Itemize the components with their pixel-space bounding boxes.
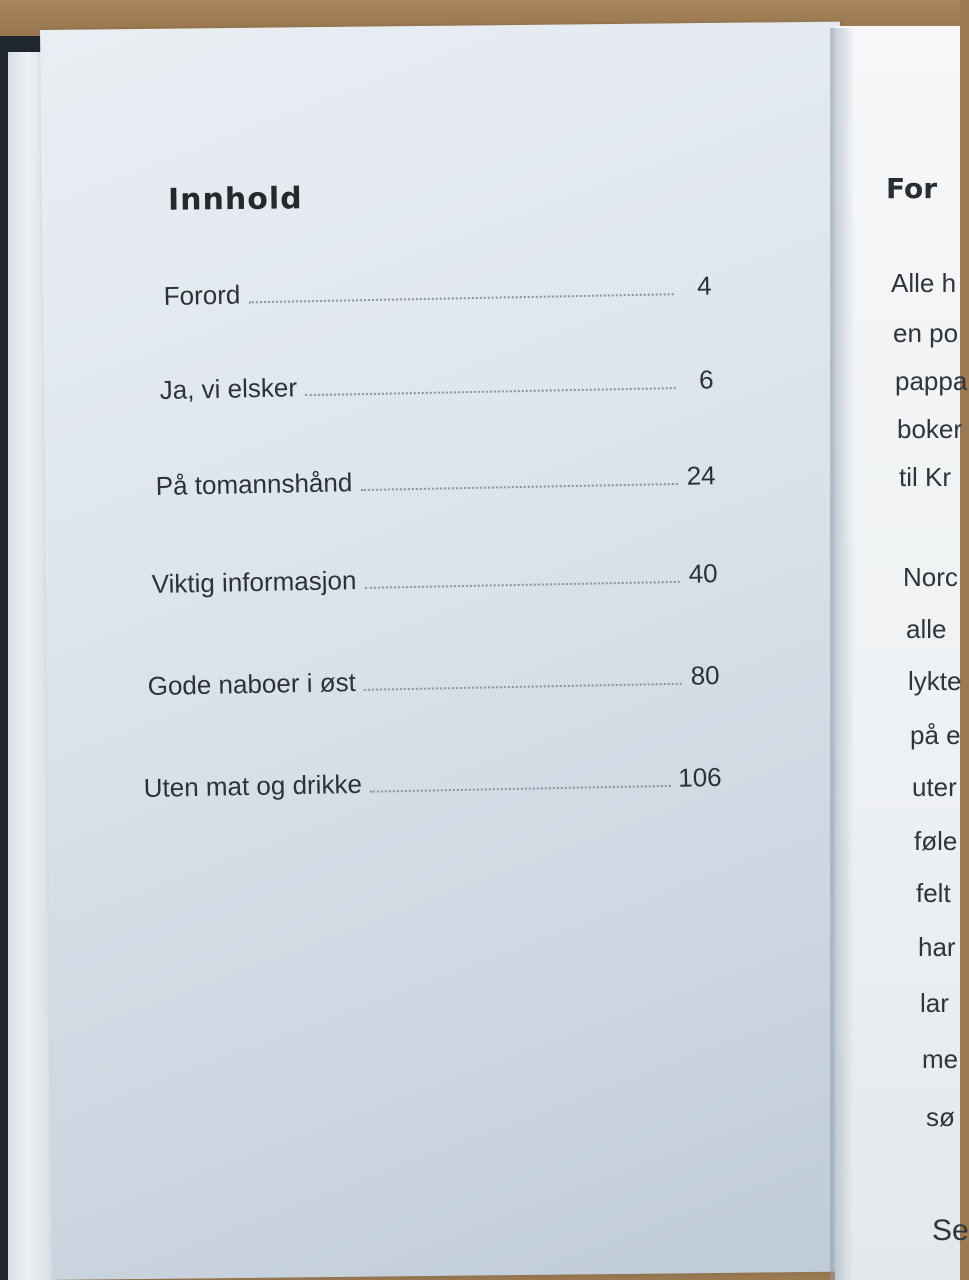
toc-entry-page: 40 [688, 558, 718, 589]
toc-entry-title: Uten mat og drikke [143, 768, 363, 804]
right-page-line: felt [916, 878, 951, 908]
right-page-line: en po [893, 318, 959, 348]
right-page-line: har [918, 932, 956, 962]
right-page-line: Alle h [891, 268, 957, 298]
right-page-line: lar [920, 988, 949, 1018]
right-page-line: på e [910, 720, 961, 750]
right-page-line: Norc [903, 562, 958, 592]
toc-entry-page: 106 [677, 761, 722, 793]
right-page-heading: For [886, 172, 938, 205]
right-page-line: føle [914, 826, 958, 856]
toc-entry-title: Ja, vi elsker [159, 372, 298, 406]
right-page-line: til Kr [899, 462, 951, 492]
toc-dot-leader [364, 683, 682, 691]
right-page-line: lykte [908, 666, 962, 696]
toc-entry-title: På tomannshånd [155, 467, 353, 502]
toc-dot-leader [248, 293, 673, 303]
left-page [40, 22, 853, 1280]
toc-heading: Innhold [167, 181, 303, 218]
right-page-line: pappa [895, 366, 968, 396]
right-page-line: Se [932, 1214, 969, 1247]
book-gutter [830, 28, 854, 1280]
toc-entry-page: 80 [690, 660, 720, 691]
toc-entry-page: 4 [696, 270, 712, 301]
toc-entry-title: Viktig informasjon [151, 565, 357, 600]
toc-dot-leader [305, 387, 676, 396]
toc-entry-title: Gode naboer i øst [147, 667, 357, 702]
toc-dot-leader [365, 581, 680, 589]
right-page-line: sø [926, 1102, 955, 1132]
right-page-line: me [922, 1044, 959, 1074]
toc-entry-page: 6 [698, 364, 714, 395]
toc-entry-title: Forord [163, 279, 241, 312]
right-page-line: boker [897, 414, 963, 444]
right-page-line: alle [906, 614, 947, 644]
toc-dot-leader [360, 483, 677, 491]
right-page-line: uter [912, 772, 957, 802]
toc-dot-leader [370, 785, 670, 793]
toc-entry-page: 24 [686, 460, 716, 491]
